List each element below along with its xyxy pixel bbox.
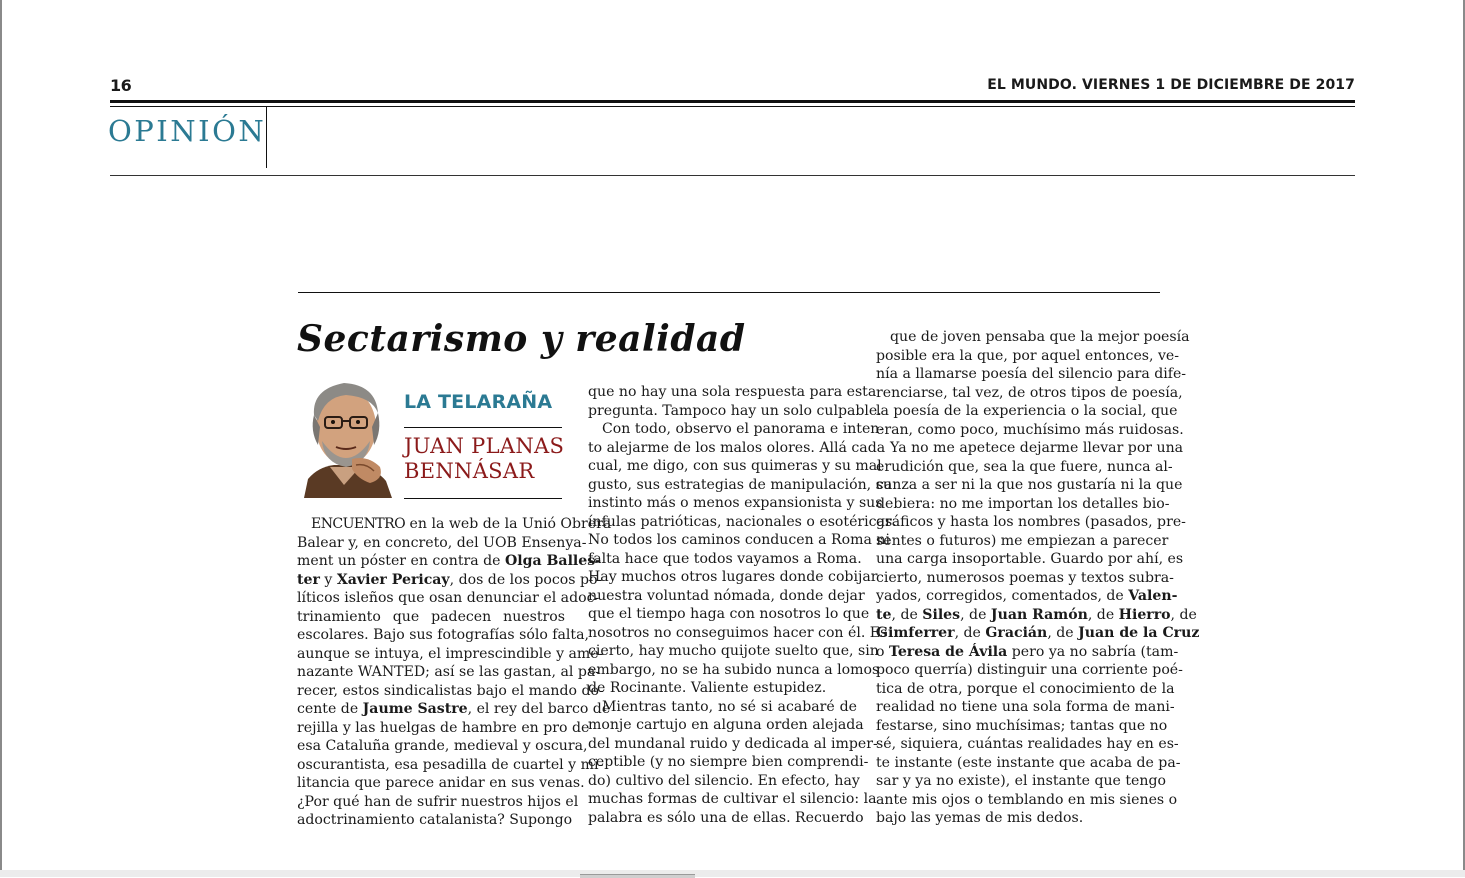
text-run: , de (1087, 606, 1119, 623)
text-run: festarse, sino muchísimas; tantas que no (876, 717, 1168, 734)
article-line (876, 569, 1174, 588)
text-run: nosotros no conseguimos hacer con él. Es (588, 624, 888, 641)
text-run: adoctrinamiento catalanista? Supongo (297, 812, 573, 828)
text-run: de Rocinante. Valiente estupidez. (588, 680, 827, 696)
text-run: canza a ser ni la que nos gustaría ni la que (876, 477, 1183, 493)
article-line (876, 458, 1173, 477)
article-line (297, 571, 603, 590)
article-line (876, 384, 1183, 403)
article-line (876, 643, 1179, 662)
text-run: Ya no me apetece dejarme llevar por una (890, 440, 1184, 456)
article-line (876, 661, 1183, 680)
article-line (876, 328, 1190, 347)
text-run: escolares. Bajo sus fotografías sólo falta, (297, 627, 589, 643)
article-line (876, 735, 1179, 754)
author-byline (404, 434, 564, 484)
article-line (876, 606, 1197, 625)
text-run: , de (960, 606, 991, 623)
article-line (297, 589, 600, 608)
text-run: debiera: no me importan los detalles bio- (876, 495, 1170, 512)
masthead-date-line: EL MUNDO. VIERNES 1 DE DICIEMBRE DE 2017 (987, 77, 1355, 93)
article-line (876, 476, 1183, 495)
text-run: Balear y, en concreto, del UOB Ensenya- (297, 534, 587, 551)
article-line (297, 700, 611, 719)
text-run: la poesía de la experiencia o la social, que (876, 403, 1178, 419)
text-run: renciarse, tal vez, de otros tipos de poesía, (876, 384, 1183, 401)
text-run: falta hace que todos vayamos a Roma. (588, 550, 862, 567)
text-run: erudición que, sea la que fuere, nunca al- (876, 458, 1173, 475)
text-run: , de (1047, 625, 1079, 641)
text-run: , dos de los pocos po- (449, 571, 603, 588)
person-name: Xavier Pericay (336, 571, 450, 588)
text-run: cual, me digo, con sus quimeras y su mal (588, 458, 882, 474)
text-run: ante mis ojos o temblando en mis sienes o (876, 791, 1178, 808)
article-line (588, 494, 883, 513)
text-run: ceptible (y no siempre bien comprendi- (588, 754, 869, 770)
text-run: que no hay una sola respuesta para esta (588, 384, 877, 400)
article-line (876, 347, 1180, 366)
text-run: to alejarme de los malos olores. Allá cada (588, 439, 886, 456)
text-run: cierto, hay mucho quijote suelto que, sin (588, 643, 879, 659)
person-name: Juan Ramón (990, 606, 1088, 623)
article-line (876, 421, 1184, 440)
article-line (588, 716, 864, 735)
author-rule-top (404, 427, 562, 428)
article-line (588, 402, 882, 421)
text-run: ínfulas patrióticas, nacionales o esotéricas. (588, 513, 897, 530)
article-line (588, 679, 857, 698)
person-name: te (876, 606, 892, 623)
text-run: te instante (este instante que acaba de pa- (876, 754, 1181, 771)
section-bottom-rule (110, 175, 1355, 176)
article-line (588, 735, 878, 754)
article-line (876, 587, 1178, 606)
text-run: trinamiento que padecen nuestros (297, 608, 565, 625)
viewer-left-edge (0, 0, 2, 877)
text-run: una carga insoportable. Guardo por ahí, es (876, 551, 1184, 567)
text-run: palabra es sólo una de ellas. Recuerdo (588, 809, 864, 826)
article-line (876, 624, 1200, 643)
text-run: nuestra voluntad nómada, donde dejar (588, 587, 865, 604)
article-line (588, 550, 862, 569)
text-run: oscurantista, esa pesadilla de cuartel y mi- (297, 756, 604, 773)
text-run: No todos los caminos conducen a Roma ni (588, 532, 890, 548)
text-run: esa Cataluña grande, medieval y oscura, (297, 738, 588, 754)
text-run: cierto, numerosos poemas y textos subra- (876, 569, 1174, 586)
article-line (297, 534, 587, 553)
article-line (876, 439, 1184, 458)
text-run: en la web de la Unió Obrera (405, 516, 612, 532)
article-line (297, 793, 579, 812)
author-byline-line-2: BENNÁSAR (404, 459, 535, 483)
text-run: posible era la que, por aquel entonces, ve- (876, 347, 1180, 364)
text-run: Mientras tanto, no sé si acabaré de (602, 698, 857, 715)
viewer-page-tab[interactable] (580, 874, 695, 878)
article-line (297, 719, 590, 738)
article-line (588, 513, 897, 532)
article-line (588, 661, 880, 680)
header-rule-thick (110, 100, 1355, 103)
article-line (588, 698, 857, 717)
article-line (876, 532, 1169, 551)
article-line (297, 645, 604, 664)
person-name: Olga Balles- (505, 553, 602, 569)
header-rule-thin (110, 106, 1355, 107)
article-line (876, 791, 1178, 810)
article-column-2 (588, 383, 897, 827)
text-run: Hay muchos otros lugares donde cobijar (588, 569, 878, 585)
text-run: pregunta. Tampoco hay un solo culpable. (588, 402, 882, 419)
text-run: poco querría) distinguir una corriente poé- (876, 662, 1183, 678)
article-line (297, 552, 602, 571)
article-line (588, 420, 885, 439)
text-run: o (876, 643, 889, 660)
text-run: cente de (297, 701, 363, 717)
lead-word: ENCUENTRO (311, 516, 406, 532)
article-line (297, 608, 565, 627)
article-line (588, 772, 860, 791)
text-run: pero ya no sabría (tam- (1007, 643, 1179, 660)
article-headline: Sectarismo y realidad (297, 318, 746, 360)
column-name: LA TELARAÑA (404, 391, 553, 413)
page-number: 16 (110, 76, 132, 95)
person-name: Hierro (1118, 606, 1171, 623)
author-byline-line-1: JUAN PLANAS (404, 434, 565, 458)
text-run: rejilla y las huelgas de hambre en pro de (297, 719, 590, 736)
viewer-bottom-bar (0, 870, 1465, 877)
text-run: sar y ya no existe), el instante que tengo (876, 773, 1166, 789)
text-run: líticos isleños que osan denunciar el adoc- (297, 590, 600, 606)
article-line (297, 774, 585, 793)
text-run: sentes o futuros) me empiezan a parecer (876, 532, 1169, 549)
text-run: ment un póster en contra de (297, 553, 505, 569)
person-name: Gracián (985, 625, 1048, 641)
article-line (297, 682, 604, 701)
article-line (588, 790, 877, 809)
text-run: , de (954, 625, 986, 641)
article-line (297, 515, 612, 534)
article-top-rule (298, 292, 1160, 293)
text-run: que de joven pensaba que la mejor poesía (890, 329, 1190, 345)
person-name: Teresa de Ávila (888, 643, 1008, 660)
text-run: , el rey del barco de (467, 701, 611, 717)
text-run: tica de otra, porque el conocimiento de la (876, 680, 1175, 697)
article-line (876, 513, 1186, 532)
text-run: embargo, no se ha subido nunca a lomos (588, 661, 880, 678)
article-line (876, 754, 1181, 773)
article-line (588, 457, 882, 476)
article-line (297, 737, 588, 756)
article-line (588, 642, 879, 661)
article-line (876, 550, 1184, 569)
person-name: Gimferrer (876, 625, 955, 641)
author-rule-bottom (404, 498, 562, 499)
person-name: Valen- (1128, 588, 1178, 604)
section-divider (266, 107, 267, 168)
article-line (876, 495, 1170, 514)
text-run: del mundanal ruido y dedicada al imper- (588, 735, 878, 752)
text-run: instinto más o menos expansionista y sus (588, 495, 883, 511)
text-run: nía a llamarse poesía del silencio para dife- (876, 366, 1187, 382)
article-line (588, 605, 870, 624)
text-run: realidad no tiene una sola forma de mani- (876, 699, 1175, 715)
text-run: bajo las yemas de mis dedos. (876, 810, 1084, 826)
article-line (876, 680, 1175, 699)
text-run: gráficos y hasta los nombres (pasados, pre- (876, 514, 1186, 530)
text-run: Con todo, observo el panorama e inten- (602, 421, 885, 437)
text-run: ¿Por qué han de sufrir nuestros hijos el (297, 793, 579, 810)
text-run: litancia que parece anidar en sus venas. (297, 775, 585, 791)
article-line (876, 772, 1166, 791)
article-line (297, 663, 601, 682)
person-name: Juan de la Cruz (1078, 625, 1200, 641)
article-line (588, 383, 877, 402)
article-line (876, 698, 1175, 717)
text-run: yados, corregidos, comentados, de (876, 588, 1129, 604)
text-run: do) cultivo del silencio. En efecto, hay (588, 772, 860, 789)
text-run: monje cartujo en alguna orden alejada (588, 717, 864, 733)
article-line (588, 753, 869, 772)
article-line (588, 587, 865, 606)
article-line (297, 756, 604, 775)
article-line (588, 568, 878, 587)
text-run: , de (1170, 606, 1197, 623)
text-run: eran, como poco, muchísimo más ruidosas. (876, 421, 1184, 438)
person-name: Siles (922, 606, 961, 623)
article-line (588, 439, 886, 458)
article-line (876, 717, 1168, 736)
text-run: gusto, sus estrategias de manipulación, su (588, 476, 892, 493)
text-run: recer, estos sindicalistas bajo el mando do- (297, 682, 604, 699)
author-photo (296, 375, 394, 498)
text-run: y (319, 571, 337, 588)
article-line (876, 809, 1158, 828)
text-run: , de (891, 606, 923, 623)
text-run: muchas formas de cultivar el silencio: la (588, 791, 877, 807)
article-line (588, 476, 892, 495)
section-label: OPINIÓN (108, 114, 267, 148)
article-line (297, 626, 589, 645)
article-line (876, 402, 1178, 421)
text-run: que el tiempo haga con nosotros lo que (588, 606, 870, 622)
person-name: Jaume Sastre (362, 701, 468, 717)
article-line (297, 811, 573, 830)
article-line (876, 365, 1187, 384)
article-column-1 (297, 515, 612, 830)
text-run: nazante WANTED; así se las gastan, al pa- (297, 664, 601, 680)
person-name: ter (297, 571, 320, 588)
article-line (588, 624, 888, 643)
article-line (588, 531, 890, 550)
text-run: aunque se intuya, el imprescindible y ame- (297, 645, 604, 662)
article-line (588, 809, 864, 828)
text-run: sé, siquiera, cuántas realidades hay en es- (876, 736, 1179, 752)
article-column-3 (876, 328, 1200, 828)
